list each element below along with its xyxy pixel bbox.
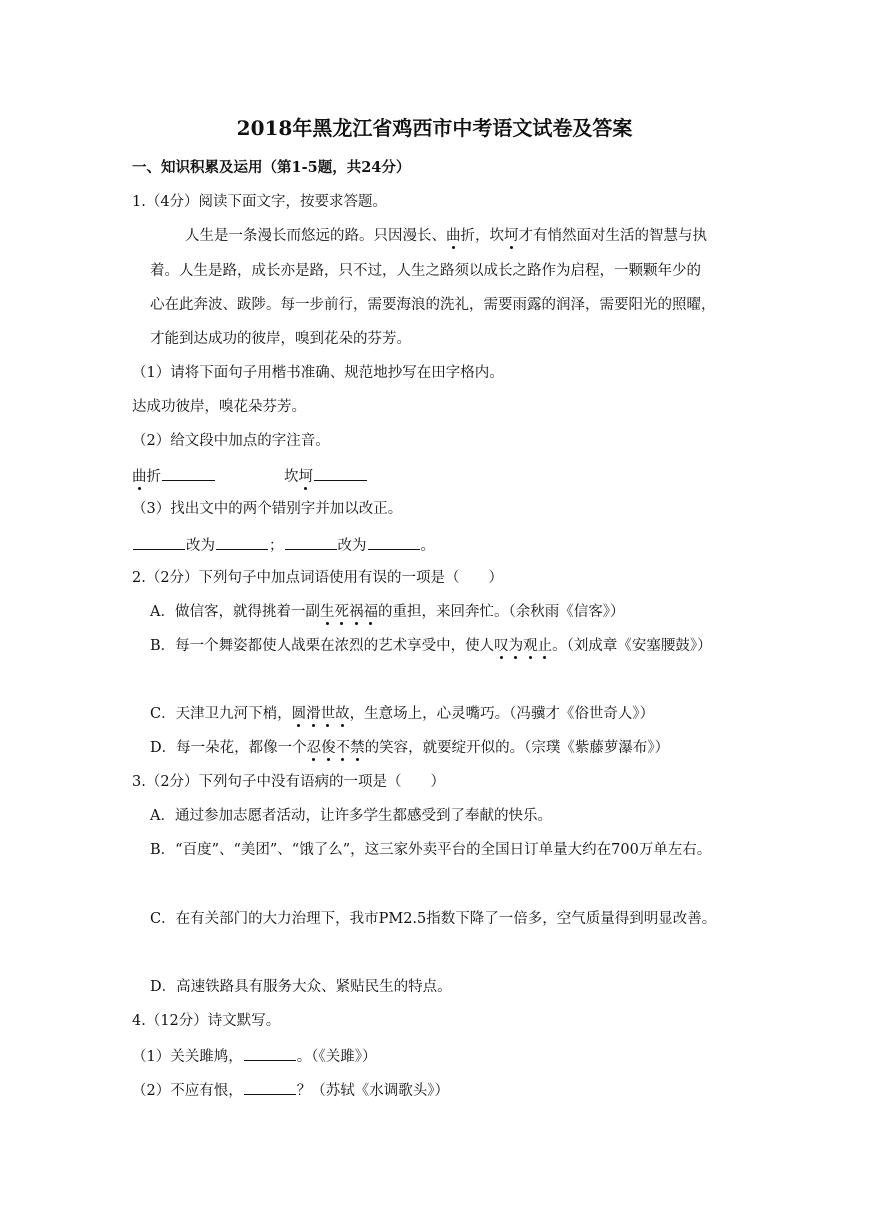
pinyin-item-2: 坎坷	[284, 466, 368, 486]
answer-blank[interactable]	[285, 535, 337, 550]
dotted-char: 不	[335, 740, 351, 756]
option-3d: D．高速铁路具有服务大众、紧贴民生的特点。	[150, 979, 452, 995]
answer-blank[interactable]	[133, 535, 185, 550]
option-3b: B．“百度”、“美团”、“饿了么”，这三家外卖平台的全国日订单量大约在700万单左右。	[150, 842, 712, 858]
dotted-char: 生	[319, 604, 335, 620]
question-2-heading: 2.（2分）下列句子中加点词语使用有误的一项是（ ）	[132, 570, 504, 586]
section-heading: 一、知识积累及运用（第1-5题，共24分）	[132, 159, 411, 176]
dotted-char: 死	[334, 604, 349, 620]
answer-blank[interactable]	[244, 1080, 296, 1095]
recitation-item-2: （2）不应有恨， ？（苏轼《水调歌头》）	[132, 1080, 449, 1100]
dotted-char: 止	[537, 638, 553, 654]
dotted-char: 坷	[504, 228, 519, 244]
passage-line-3: 心在此奔波、跋陟。每一步前行，需要海浪的洗礼，需要雨露的润泽，需要阳光的照曜，	[150, 297, 716, 313]
dotted-char: 为	[508, 638, 524, 654]
question-3-heading: 3.（2分）下列句子中没有语病的一项是（ ）	[132, 774, 446, 790]
option-3c: C．在有关部门的大力治理下，我市PM2.5指数下降了一倍多，空气质量得到明显改善。	[150, 911, 717, 927]
option-2b: B．每一个舞姿都使人战栗在浓烈的艺术享受中，使人叹为观止。（刘成章《安塞腰鼓》）	[150, 638, 712, 654]
answer-blank[interactable]	[368, 535, 420, 550]
dotted-char: 福	[363, 604, 378, 620]
passage-line-2: 着。人生是路，成长亦是路，只不过，人生之路须以成长之路作为启程，一颗颗年少的	[150, 263, 701, 279]
dotted-char: 俊	[321, 740, 336, 756]
question-4-heading: 4.（12分）诗文默写。	[132, 1013, 281, 1029]
passage-line-1: 人生是一条漫长而悠远的路。只因漫长、曲折，坎坷才有悄然面对生活的智慧与执	[185, 228, 707, 244]
sub-question-2: （2）给文段中加点的字注音。	[132, 433, 330, 449]
dotted-char: 叹	[494, 638, 509, 654]
correction-line: 改为 ； 改为 。	[132, 535, 435, 555]
recitation-item-1: （1）关关雎鸠， 。（《关雎》）	[132, 1046, 376, 1066]
answer-blank[interactable]	[162, 466, 215, 481]
option-2d: D．每一朵花，都像一个忍俊不禁的笑容，就要绽开似的。（宗璞《紫藤萝瀑布》）	[150, 740, 670, 756]
answer-blank[interactable]	[216, 535, 268, 550]
sub-question-1: （1）请将下面句子用楷书准确、规范地抄写在田字格内。	[132, 365, 504, 381]
question-1-heading: 1.（4分）阅读下面文字，按要求答题。	[132, 194, 388, 210]
dotted-char: 忍	[306, 740, 322, 756]
dotted-char: 曲	[132, 469, 147, 485]
dotted-char: 坷	[298, 469, 313, 485]
copy-sentence: 达成功彼岸，嗅花朵芬芳。	[132, 399, 306, 415]
passage-line-4: 才能到达成功的彼岸，嗅到花朵的芬芳。	[150, 331, 411, 347]
dotted-char: 禁	[350, 740, 365, 756]
dotted-char: 滑	[306, 706, 321, 722]
dotted-char: 祸	[348, 604, 364, 620]
page-title: 2018年黑龙江省鸡西市中考语文试卷及答案	[236, 116, 633, 140]
pinyin-item-1: 曲折	[132, 466, 216, 486]
option-2a: A．做信客，就得挑着一副生死祸福的重担，来回奔忙。（余秋雨《信客》）	[150, 604, 625, 620]
dotted-char: 圆	[291, 706, 307, 722]
answer-blank[interactable]	[244, 1046, 296, 1061]
answer-blank[interactable]	[314, 466, 367, 481]
dotted-char: 曲	[446, 228, 461, 244]
dotted-char: 观	[523, 638, 538, 654]
dotted-char: 世	[320, 706, 336, 722]
dotted-char: 故	[335, 706, 350, 722]
option-3a: A．通过参加志愿者活动，让许多学生都感受到了奉献的快乐。	[150, 808, 552, 824]
sub-question-3: （3）找出文中的两个错别字并加以改正。	[132, 501, 403, 517]
option-2c: C．天津卫九河下梢，圆滑世故，生意场上，心灵嘴巧。（冯骥才《俗世奇人》）	[150, 706, 655, 722]
